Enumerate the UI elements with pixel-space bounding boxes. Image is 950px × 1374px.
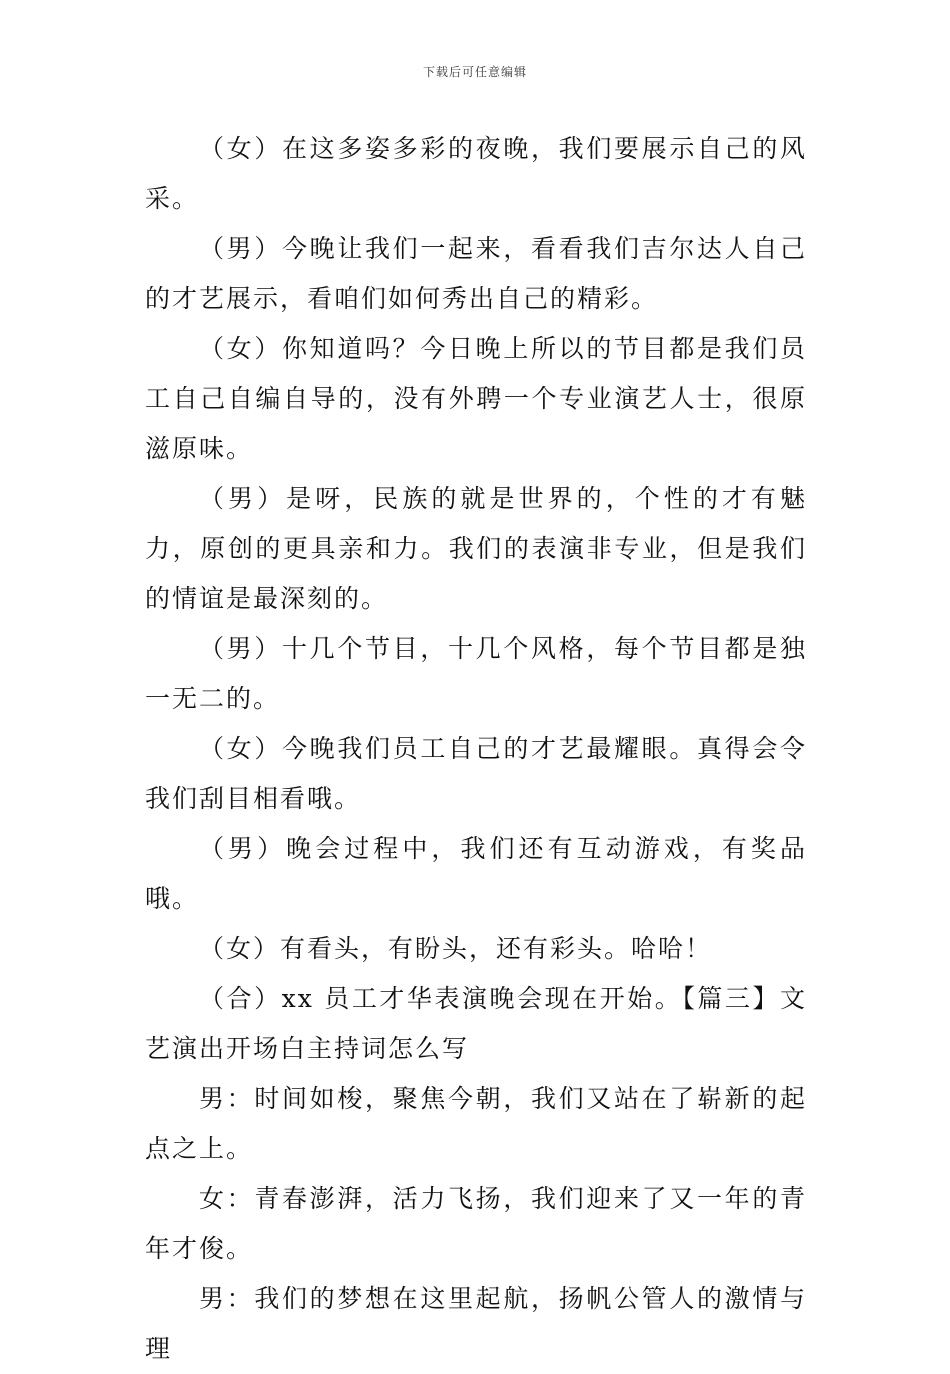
paragraph: 男：我们的梦想在这里起航，扬帆公管人的激情与理 [145, 1284, 807, 1363]
page-header: 下载后可任意编辑 [422, 65, 527, 79]
paragraph: （男）十几个节目，十几个风格，每个节目都是独一无二的。 [145, 634, 807, 713]
paragraph: （男）晚会过程中，我们还有互动游戏，有奖品哦。 [145, 834, 807, 913]
paragraph: （合）xx 员工才华表演晚会现在开始。【篇三】文艺演出开场白主持词怎么写 [145, 984, 807, 1063]
paragraph: （男）今晚让我们一起来，看看我们吉尔达人自己的才艺展示，看咱们如何秀出自己的精彩。 [145, 234, 807, 313]
paragraph: 男：时间如梭，聚焦今朝，我们又站在了崭新的起点之上。 [145, 1084, 807, 1163]
paragraph: （男）是呀，民族的就是世界的，个性的才有魅力，原创的更具亲和力。我们的表演非专业，但是我们的情谊是最深刻的。 [145, 484, 807, 613]
paragraph: （女）在这多姿多彩的夜晚，我们要展示自己的风采。 [145, 134, 807, 213]
paragraph: （女）你知道吗？今日晚上所以的节目都是我们员工自己自编自导的，没有外聘一个专业演艺人士，很原滋原味。 [145, 334, 807, 463]
paragraph: 女：青春澎湃，活力飞扬，我们迎来了又一年的青年才俊。 [145, 1184, 807, 1263]
paragraph: （女）今晚我们员工自己的才艺最耀眼。真得会令我们刮目相看哦。 [145, 734, 807, 813]
paragraph: （女）有看头，有盼头，还有彩头。哈哈！ [199, 934, 713, 963]
document-body [145, 124, 807, 1374]
